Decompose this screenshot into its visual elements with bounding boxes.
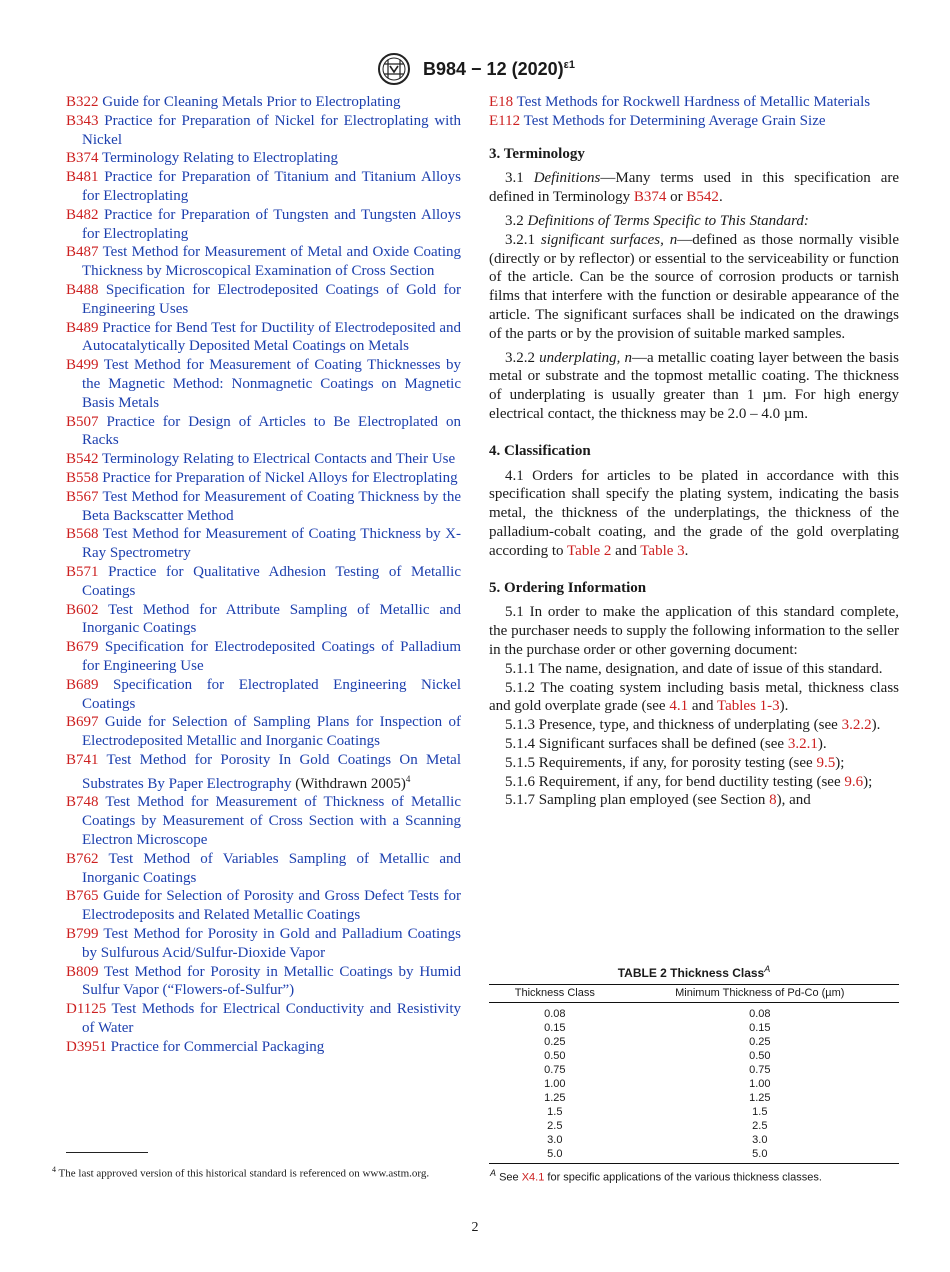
link-3-2-1[interactable]: 3.2.1: [787, 735, 818, 752]
link-b542[interactable]: B542: [686, 189, 719, 206]
table-cell: 2.5: [547, 1120, 563, 1132]
reference-b567[interactable]: [66, 488, 461, 526]
reference-code[interactable]: B499: [66, 357, 99, 374]
table-cell: 0.25: [749, 1036, 771, 1048]
table-2-body: [489, 1003, 899, 1164]
reference-code[interactable]: B697: [66, 714, 99, 731]
para-5-1-3: 5.1.3 Presence, type, and thickness of underplating (see 3.2.2).: [505, 717, 881, 734]
table-header-min-thickness: Minimum Thickness of Pd-Co (µm): [621, 985, 899, 1003]
reference-b481[interactable]: [66, 168, 461, 206]
para-5-1-2: 5.1.2 The coating system including basis metal, thickness class and gold overplate grade (see 4.1 and Tables 1-3).: [489, 679, 899, 715]
table-row: [489, 1035, 899, 1049]
reference-code[interactable]: B482: [66, 206, 99, 223]
reference-b499[interactable]: [66, 356, 461, 412]
table-2-note: $^A$ See X4.1 for specific applications of the various thickness classes.: [489, 1164, 899, 1185]
reference-title[interactable]: Practice for Preparation of Nickel Alloys for Electroplating: [98, 469, 458, 486]
table-row: [489, 1003, 899, 1022]
reference-title[interactable]: Guide for Selection of Porosity and Gross Defect Tests for Electrodeposits and Related Metallic Coatings: [82, 888, 461, 924]
link-tables-1-3[interactable]: Tables 1-3: [716, 698, 780, 715]
reference-title[interactable]: Test Method for Porosity in Metallic Coatings by Humid Sulfur Vapor (“Flowers-of-Sulfur”): [82, 963, 461, 999]
reference-b741[interactable]: [66, 751, 461, 794]
section-4-heading: 4. Classification: [489, 442, 591, 459]
reference-title[interactable]: Practice for Preparation of Titanium and Titanium Alloys for Electroplating: [82, 169, 461, 204]
reference-title[interactable]: Practice for Qualitative Adhesion Testing of Metallic Coatings: [82, 563, 461, 599]
reference-title[interactable]: Test Method for Measurement of Coating Thickness by the Beta Backscatter Method: [82, 488, 461, 524]
reference-b343[interactable]: [66, 112, 461, 150]
left-column: [66, 93, 461, 1057]
reference-b487[interactable]: [66, 243, 461, 281]
reference-title[interactable]: Specification for Electrodeposited Coatings of Palladium for Engineering Use: [82, 639, 461, 674]
reference-code[interactable]: B558: [66, 469, 99, 486]
reference-b488[interactable]: [66, 281, 461, 319]
section-3-heading: 3. Terminology: [489, 145, 585, 162]
table-cell: 1.5: [547, 1106, 563, 1118]
para-5-1-5: 5.1.5 Requirements, if any, for porosity testing (see 9.5);: [505, 754, 845, 771]
reference-title[interactable]: Test Method of Variables Sampling of Metallic and Inorganic Coatings: [82, 850, 461, 886]
table-2: [489, 964, 899, 1185]
link-x4-1[interactable]: X4.1: [521, 1171, 545, 1184]
reference-d3951[interactable]: [66, 1038, 461, 1057]
reference-title[interactable]: Test Methods for Electrical Conductivity and Resistivity of Water: [82, 1001, 461, 1037]
standard-designation: B984 − 12 $(2020)^{\varepsilon 1}$: [423, 58, 575, 79]
right-column: [489, 93, 899, 810]
reference-title[interactable]: Test Methods for Rockwell Hardness of Metallic Materials: [513, 94, 871, 110]
table-cell: 0.50: [749, 1050, 771, 1062]
reference-d1125[interactable]: [66, 1000, 461, 1038]
right-references: [489, 93, 899, 131]
section-5-heading: 5. Ordering Information: [489, 579, 647, 596]
reference-b482[interactable]: [66, 206, 461, 244]
link-table-3[interactable]: Table 3: [640, 542, 685, 559]
reference-code[interactable]: B488: [66, 281, 99, 298]
reference-code[interactable]: B322: [66, 94, 99, 110]
reference-b762[interactable]: [66, 850, 461, 888]
reference-title[interactable]: Practice for Design of Articles to Be Electroplated on Racks: [82, 413, 461, 449]
table-row: [489, 1147, 899, 1164]
footnote-rule: [66, 1152, 148, 1153]
reference-code[interactable]: E112: [489, 112, 521, 129]
reference-code[interactable]: B489: [66, 319, 99, 336]
table-row: [489, 1105, 899, 1119]
link-table-2[interactable]: Table 2: [567, 542, 612, 559]
reference-title[interactable]: Specification for Electroplated Engineering Nickel Coatings: [82, 676, 461, 712]
table-cell: 0.08: [749, 1008, 771, 1020]
reference-title[interactable]: Specification for Electrodeposited Coatings of Gold for Engineering Uses: [82, 281, 461, 317]
reference-title[interactable]: Test Method for Measurement of Coating Thickness by X-Ray Spectrometry: [82, 526, 461, 562]
reference-code[interactable]: B689: [66, 676, 99, 693]
table-row: [489, 1021, 899, 1035]
reference-note: (Withdrawn 2005): [291, 775, 406, 792]
reference-b689[interactable]: [66, 676, 461, 714]
reference-code[interactable]: B542: [66, 451, 99, 468]
page-header: [0, 52, 950, 86]
reference-code[interactable]: B799: [66, 926, 99, 943]
para-3-2-2: 3.2.2 underplating, n—a metallic coating layer between the basis metal or substrate and the topmost metallic coating. The thickness of underplating is usually greater than 1 µm. For high energy electrical contact, the thickness may be 2.0 – 4.0 µm.: [489, 349, 899, 422]
reference-code[interactable]: B487: [66, 244, 99, 261]
reference-title[interactable]: Test Method for Measurement of Coating Thicknesses by the Magnetic Method: Nonmagnetic Coatings on Magnetic Basis Metals: [82, 357, 461, 411]
link-section-8[interactable]: 8: [769, 792, 777, 809]
reference-title[interactable]: Practice for Bend Test for Ductility of Electrodeposited and Autocatalytically Deposited Metal Coatings on Metals: [82, 319, 461, 355]
table-header-thickness-class: Thickness Class: [489, 985, 621, 1003]
para-3-1: 3.1 Definitions—Many terms used in this specification are defined in Terminology B374 or B542.: [489, 170, 900, 206]
link-b374[interactable]: B374: [633, 189, 667, 206]
para-5-1-1: 5.1.1 The name, designation, and date of issue of this standard.: [505, 660, 883, 677]
table-cell: 3.0: [547, 1134, 563, 1146]
reference-code[interactable]: B507: [66, 413, 99, 430]
table-cell: 1.00: [749, 1078, 771, 1090]
reference-b542[interactable]: [66, 450, 461, 469]
reference-title[interactable]: Test Method for Attribute Sampling of Metallic and Inorganic Coatings: [82, 601, 461, 637]
reference-code[interactable]: B481: [66, 169, 99, 186]
footnote-4: $^4$ The last approved version of this historical standard is referenced on www.astm.org.: [52, 1165, 430, 1180]
reference-code[interactable]: B602: [66, 601, 99, 618]
reference-code[interactable]: B568: [66, 526, 99, 543]
reference-code[interactable]: B809: [66, 963, 99, 980]
table-cell: 0.25: [544, 1036, 566, 1048]
reference-code[interactable]: B741: [66, 751, 99, 768]
table-cell: 0.75: [749, 1064, 771, 1076]
reference-title[interactable]: Practice for Preparation of Nickel for Electroplating with Nickel: [82, 112, 461, 148]
reference-title[interactable]: Practice for Commercial Packaging: [106, 1038, 325, 1055]
link-9-6[interactable]: 9.6: [844, 773, 864, 790]
reference-b322[interactable]: [66, 93, 461, 112]
reference-code[interactable]: B679: [66, 639, 99, 656]
table-2-title: TABLE 2 Thickness Class$^A$: [617, 964, 771, 980]
table-row: [489, 1119, 899, 1133]
reference-title[interactable]: Terminology Relating to Electroplating: [98, 150, 338, 167]
table-cell: 3.0: [752, 1134, 768, 1146]
link-3-2-2[interactable]: 3.2.2: [841, 717, 872, 734]
reference-title[interactable]: Practice for Preparation of Tungsten and Tungsten Alloys for Electroplating: [82, 206, 461, 242]
reference-b558[interactable]: [66, 469, 461, 488]
table-cell: 1.25: [544, 1092, 566, 1104]
reference-code[interactable]: B374: [66, 150, 99, 167]
reference-b568[interactable]: [66, 525, 461, 563]
table-cell: 2.5: [752, 1120, 768, 1132]
reference-title[interactable]: Test Method for Porosity In Gold Coatings On Metal Substrates By Paper Electrography: [82, 751, 461, 792]
para-5-1-6: 5.1.6 Requirement, if any, for bend ductility testing (see 9.6);: [505, 773, 873, 790]
reference-b809[interactable]: [66, 963, 461, 1001]
para-5-1: 5.1 In order to make the application of this standard complete, the purchaser needs to supply the following information to the seller in the purchase order or other governing document:: [489, 604, 899, 658]
reference-b697[interactable]: [66, 713, 461, 751]
reference-title[interactable]: Terminology Relating to Electrical Contacts and Their Use: [98, 451, 456, 468]
reference-title[interactable]: Test Method for Porosity in Gold and Palladium Coatings by Sulfurous Acid/Sulfur-Dioxide Vapor: [82, 926, 461, 961]
reference-title[interactable]: Test Methods for Determining Average Grain Size: [520, 112, 826, 129]
reference-b679[interactable]: [66, 638, 461, 676]
reference-code[interactable]: B567: [66, 488, 99, 505]
table-row: [489, 1091, 899, 1105]
page-number: 2: [471, 1220, 479, 1235]
table-cell: 1.25: [749, 1092, 771, 1104]
reference-b489[interactable]: [66, 319, 461, 357]
reference-b571[interactable]: [66, 563, 461, 601]
table-row: [489, 1133, 899, 1147]
reference-code[interactable]: E18: [489, 94, 514, 110]
table-row: [489, 1077, 899, 1091]
reference-b507[interactable]: [66, 413, 461, 451]
reference-code[interactable]: D1125: [66, 1001, 107, 1018]
table-cell: 5.0: [752, 1148, 768, 1160]
link-4-1[interactable]: 4.1: [669, 698, 689, 715]
para-3-2-1: 3.2.1 significant surfaces, n—defined as those normally visible (directly or by reflector) or essential to the serviceability or function of the article. Can be the source of corrosion products or tarnish films that interfere with the function or desirable appearance of the article. The significant surfaces shall be indicated on the drawings of the parts or by the provision of suitable marked samples.: [489, 231, 899, 342]
table-row: [489, 1063, 899, 1077]
para-5-1-7: 5.1.7 Sampling plan employed (see Section 8), and: [505, 792, 811, 809]
reference-title[interactable]: Guide for Cleaning Metals Prior to Electroplating: [98, 94, 401, 110]
reference-b374[interactable]: [66, 149, 461, 168]
reference-code[interactable]: B748: [66, 794, 99, 811]
table-cell: 0.75: [544, 1064, 566, 1076]
table-row: [489, 1049, 899, 1063]
table-cell: 1.5: [752, 1106, 768, 1118]
reference-code[interactable]: B343: [66, 112, 99, 129]
reference-title[interactable]: Test Method for Measurement of Metal and Oxide Coating Thickness by Microscopical Examination of Cross Section: [82, 244, 461, 280]
reference-b765[interactable]: [66, 887, 461, 925]
reference-title[interactable]: Guide for Selection of Sampling Plans for Inspection of Electrodeposited Metallic and Inorganic Coatings: [82, 714, 461, 750]
table-cell: 5.0: [547, 1148, 563, 1160]
table-cell: 0.15: [544, 1022, 566, 1034]
astm-logo-icon: [375, 52, 413, 86]
table-cell: 0.50: [544, 1050, 566, 1062]
para-4-1: 4.1 Orders for articles to be plated in accordance with this specification shall specify the plating system, indicating the basis metal, the thickness of the underplatings, the thickness of the palladium-cobalt coating, and the grade of the gold overplating according to Table 2 and Table 3.: [489, 467, 899, 559]
table-cell: 1.00: [544, 1078, 566, 1090]
reference-b799[interactable]: [66, 925, 461, 963]
reference-code[interactable]: B762: [66, 850, 99, 867]
para-3-2: 3.2 Definitions of Terms Specific to This Standard:: [505, 212, 809, 229]
reference-e18[interactable]: [489, 93, 899, 112]
reference-b602[interactable]: [66, 601, 461, 639]
table-cell: 0.08: [544, 1008, 566, 1020]
table-cell: 0.15: [749, 1022, 771, 1034]
reference-code[interactable]: D3951: [66, 1038, 107, 1055]
link-9-5[interactable]: 9.5: [816, 754, 836, 771]
reference-e112[interactable]: [489, 112, 899, 131]
reference-code[interactable]: B765: [66, 888, 99, 905]
footnote-marker: 4: [405, 773, 411, 784]
reference-b748[interactable]: [66, 793, 461, 849]
reference-title[interactable]: Test Method for Measurement of Thickness of Metallic Coatings by Measurement of Cross Section with a Scanning Electron Microscope: [82, 794, 461, 849]
reference-code[interactable]: B571: [66, 563, 99, 580]
para-5-1-4: 5.1.4 Significant surfaces shall be defined (see 3.2.1).: [505, 735, 827, 752]
